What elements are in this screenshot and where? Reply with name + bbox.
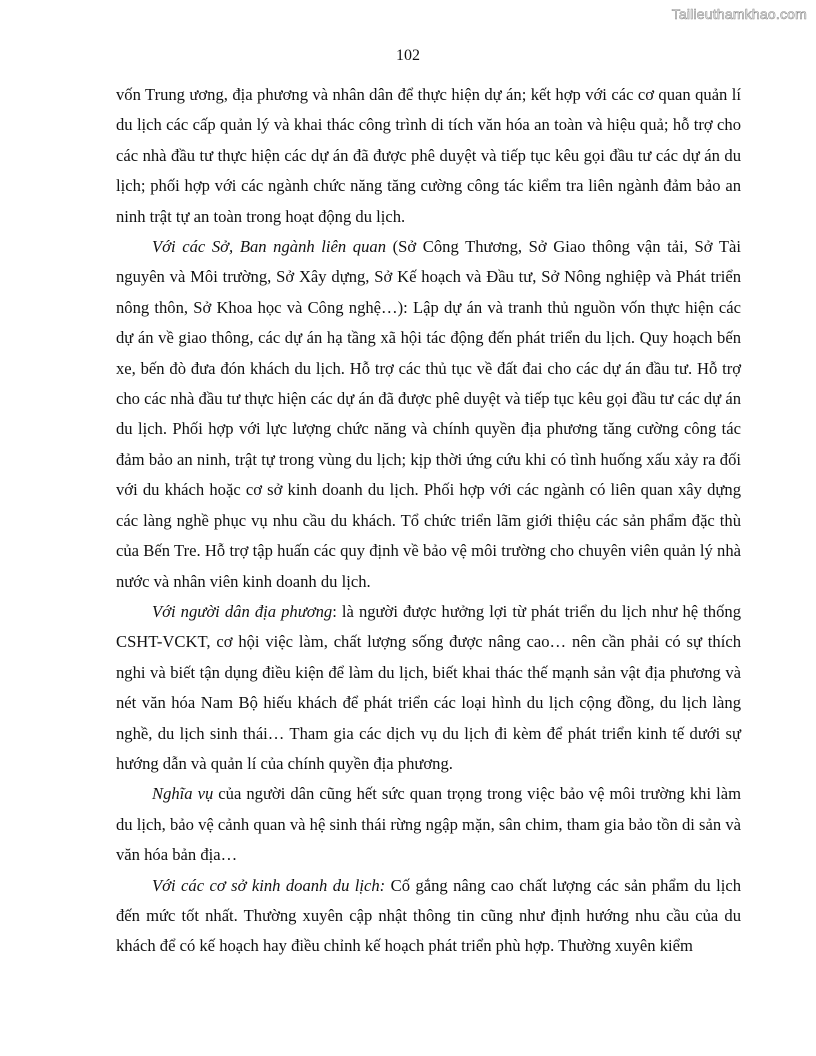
- paragraph-text: vốn Trung ương, địa phương và nhân dân để thực hiện dự án; kết hợp với các cơ quan quản lí du lịch các cấp quản lý và khai thác công trình di tích văn hóa an toàn và hiệu quả; hỗ trợ cho các nhà đầu tư thực hiện các dự án đã được phê duyệt và tiếp tục kêu gọi đầu tư các dự án du lịch; phối hợp với các ngành chức năng tăng cường công tác kiểm tra liên ngành đảm bảo an ninh trật tự an toàn trong hoạt động du lịch.: [116, 85, 741, 226]
- paragraph-text: Cố gắng nâng cao chất lượng các sản phẩm du lịch đến mức tốt nhất. Thường xuyên cập nhật thông tin cũng như định hướng nhu cầu của du khách để có kế hoạch hay điều chỉnh kế hoạch phát triển phù hợp. Thường xuyên kiểm: [116, 875, 741, 956]
- paragraph-local-residents: [116, 597, 741, 779]
- paragraph-lead: Nghĩa vụ: [152, 784, 214, 804]
- paragraph-lead: Với người dân địa phương: [152, 601, 333, 621]
- page-number: 102: [396, 47, 420, 64]
- paragraph-text: : là người được hưởng lợi từ phát triển du lịch như hệ thống CSHT-VCKT, cơ hội việc làm, chất lượng sống được nâng cao… nên cần phải có sự thích nghi và biết tận dụng điều kiện để làm du lịch, biết khai thác thế mạnh sản vật địa phương và nét văn hóa Nam Bộ hiếu khách để phát triển các loại hình du lịch cộng đồng, du lịch làng nghề, du lịch sinh thái… Tham gia các dịch vụ du lịch đi kèm để phát triển kinh tế dưới sự hướng dẫn và quản lí của chính quyền địa phương.: [116, 601, 741, 773]
- paragraph-continuation: [116, 80, 741, 232]
- paragraph-tourism-businesses: [116, 871, 741, 962]
- paragraph-text: (Sở Công Thương, Sở Giao thông vận tải, Sở Tài nguyên và Môi trường, Sở Xây dựng, Sở Kế hoạch và Đầu tư, Sở Nông nghiệp và Phát triển nông thôn, Sở Khoa học và Công nghệ…): Lập dự án và tranh thủ nguồn vốn thực hiện các dự án về giao thông, các dự án hạ tầng xã hội tác động đến phát triển du lịch. Quy hoạch bến xe, bến đò đưa đón khách du lịch. Hỗ trợ các thủ tục về đất đai cho các dự án đầu tư. Hỗ trợ cho các nhà đầu tư thực hiện các dự án đã được phê duyệt và tiếp tục kêu gọi đầu tư các dự án du lịch. Phối hợp với lực lượng chức năng và chính quyền địa phương tăng cường công tác đảm bảo an ninh, trật tự trong vùng du lịch; kịp thời ứng cứu khi có tình huống xấu xảy ra đối với du khách hoặc cơ sở kinh doanh du lịch. Phối hợp với các ngành có liên quan xây dựng các làng nghề phục vụ nhu cầu du khách. Tổ chức triển lãm giới thiệu các sản phẩm đặc thù của Bến Tre. Hỗ trợ tập huấn các quy định về bảo vệ môi trường cho chuyên viên quản lý nhà nước và nhân viên kinh doanh du lịch.: [116, 237, 741, 591]
- paragraph-lead: Với các Sở, Ban ngành liên quan: [152, 237, 386, 257]
- paragraph-lead: Với các cơ sở kinh doanh du lịch:: [152, 875, 386, 895]
- paragraph-obligations: [116, 779, 741, 870]
- page-body: [116, 80, 741, 962]
- paragraph-text: của người dân cũng hết sức quan trọng trong việc bảo vệ môi trường khi làm du lịch, bảo vệ cảnh quan và hệ sinh thái rừng ngập mặn, sân chim, tham gia bảo tồn di sản và văn hóa bản địa…: [116, 784, 741, 865]
- paragraph-departments: [116, 232, 741, 597]
- watermark: Tailieuthamkhao.com: [671, 6, 807, 22]
